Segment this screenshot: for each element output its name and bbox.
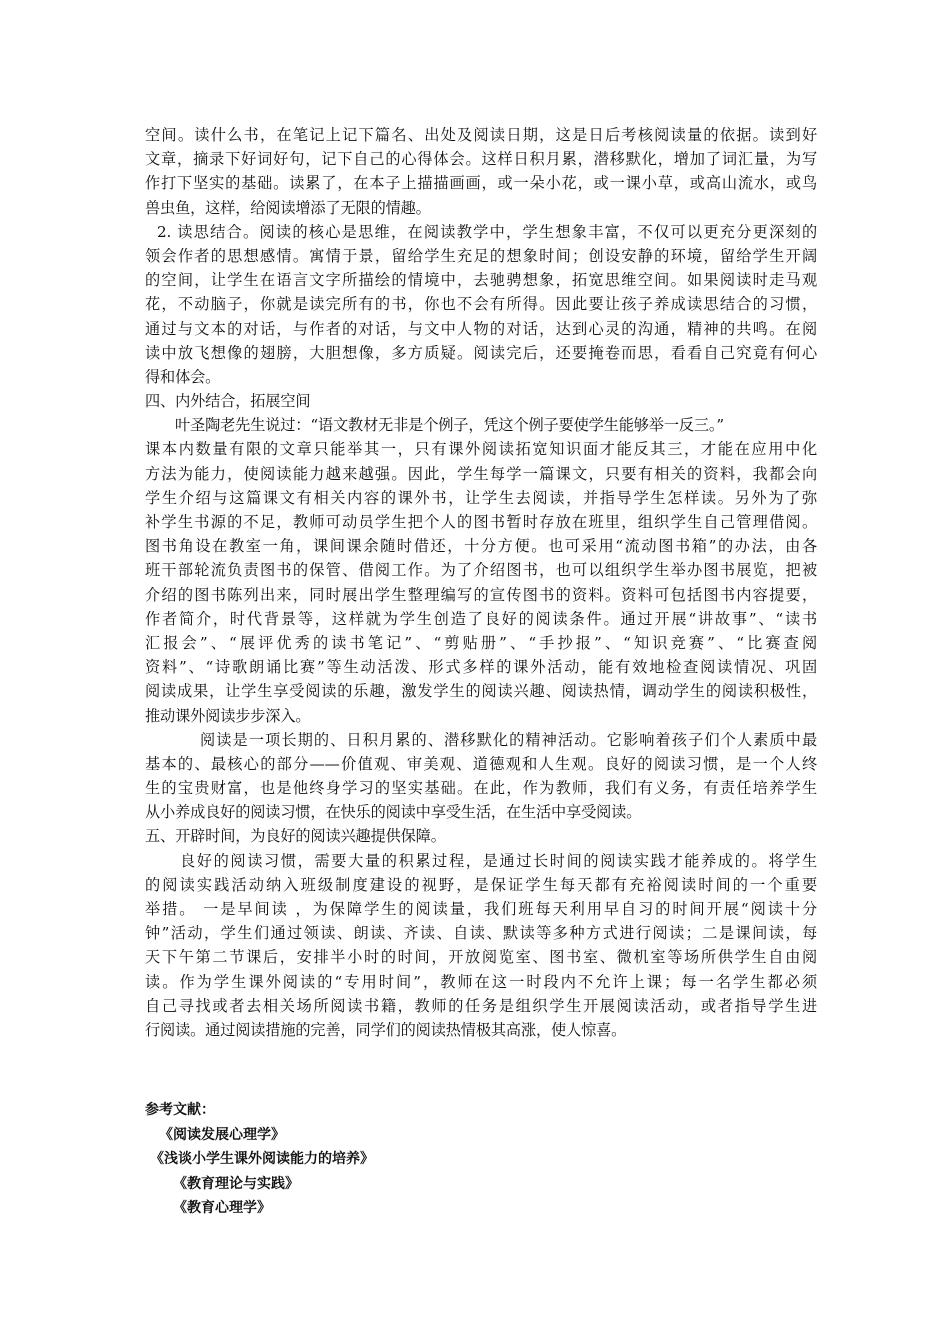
text-line: 推动课外阅读步步深入。: [145, 706, 311, 725]
text-line: 良好的阅读习惯，需要大量的积累过程，是通过长时间的阅读实践才能养成的。将学生: [180, 851, 817, 870]
text-line: 领会作者的思想感情。寓情于景，留给学生充足的想象时间；创设安静的环境，留给学生开阔: [145, 246, 817, 265]
text-line: 基本的、最核心的部分——价值观、审美观、道德观和人生观。良好的阅读习惯，是一个人终: [145, 754, 817, 773]
text-line: 从小养成良好的阅读习惯，在快乐的阅读中享受生活，在生活中享受阅读。: [145, 803, 642, 822]
text-line: 空间。读什么书，在笔记上记下篇名、出处及阅读日期，这是日后考核阅读量的依据。读到好: [145, 126, 817, 144]
text-line: 的空间，让学生在语言文字所描绘的情境中，去驰骋想象，拓宽思维空间。如果阅读时走马观: [145, 271, 817, 290]
text-line: 补学生书源的不足，教师可动员学生把个人的图书暂时存放在班里，组织学生自己管理借阅。: [145, 513, 817, 531]
reference-item: 《浅谈小学生课外阅读能力的培养》: [150, 1151, 374, 1167]
paragraph-continuation: [145, 123, 817, 220]
text-line: 班干部轮流负责图书的保管、借阅工作。为了介绍图书，也可以组织学生举办图书展览，把被: [145, 561, 817, 580]
references-section: [145, 1098, 745, 1221]
text-line: 自己寻找或者去相关场所阅读书籍，教师的任务是组织学生开展阅读活动，或者指导学生进: [145, 996, 817, 1015]
text-line: 阅读成果，让学生享受阅读的乐趣，激发学生的阅读兴趣、阅读热情，调动学生的阅读积极性，: [145, 682, 817, 701]
references-title: 参考文献：: [145, 1102, 215, 1118]
text-line: 学生介绍与这篇课文有相关内容的课外书，让学生去阅读，并指导学生怎样读。另外为了弥: [145, 488, 817, 507]
section-5-paragraph: [145, 849, 817, 1043]
text-line: 课本内数量有限的文章只能举其一，只有课外阅读拓宽知识面才能反其三，才能在应用中化: [145, 440, 817, 459]
section-4-summary: [145, 728, 817, 825]
text-line: 作者简介，时代背景等，这样就为学生创造了良好的阅读条件。通过开展“讲故事”、“读书: [145, 609, 817, 628]
reference-item: 《教育理论与实践》: [173, 1175, 299, 1192]
text-line: 方法为能力，使阅读能力越来越强。因此，学生每学一篇课文，只要有相关的资料，我都会向: [145, 464, 817, 483]
text-line: 钟”活动，学生们通过领读、朗读、齐读、自读、默读等多种方式进行阅读；二是课间读，每: [145, 924, 817, 943]
text-line: 资料”、“诗歌朗诵比赛”等生动活泼、形式多样的课外活动，能有效地检查阅读情况、巩固: [145, 658, 817, 677]
section-5-heading: 五、开辟时间，为良好的阅读兴趣提供保障。: [145, 827, 446, 846]
section-4-paragraph: [145, 413, 817, 727]
reference-item: 《教育心理学》: [173, 1200, 271, 1216]
text-line: 图书角设在教室一角，课间课余随时借还，十分方便。也可采用“流动图书箱”的办法，由各: [145, 537, 817, 556]
text-line: 花，不动脑子，你就是读完所有的书，你也不会有所得。因此要让孩子养成读思结合的习惯，: [145, 295, 817, 314]
text-line: 文章，摘录下好词好句，记下自己的心得体会。这样日积月累，潜移默化，增加了词汇量，为写: [145, 150, 817, 169]
point-2-paragraph: [145, 220, 817, 389]
text-line: 行阅读。通过阅读措施的完善，同学们的阅读热情极其高涨，使人惊喜。: [145, 1020, 627, 1039]
document-body: [145, 123, 817, 1042]
text-line: 叶圣陶老先生说过：“语文教材无非是个例子，凭这个例子要使学生能够举一反三。”: [175, 416, 724, 435]
text-line: 读。作为学生课外阅读的“专用时间”，教师在这一时段内不允许上课；每一名学生都必须: [145, 972, 817, 991]
text-line: 2. 读思结合。阅读的核心是思维，在阅读教学中，学生想象丰富，不仅可以更充分更深刻的: [157, 222, 817, 241]
text-line: 通过与文本的对话，与作者的对话，与文中人物的对话，达到心灵的沟通，精神的共鸣。在阅: [145, 319, 817, 338]
text-line: 兽虫鱼，这样，给阅读增添了无限的情趣。: [145, 198, 431, 217]
text-line: 介绍的图书陈列出来，同时展出学生整理编写的宣传图书的资料。资料可包括图书内容提要，: [145, 585, 817, 604]
text-line: 生的宝贵财富，也是他终身学习的坚实基础。在此，作为教师，我们有义务，有责任培养学生: [145, 779, 817, 798]
text-line: 得和体会。: [145, 367, 221, 386]
text-line: 的阅读实践活动纳入班级制度建设的视野，是保证学生每天都有充裕阅读时间的一个重要: [145, 875, 817, 894]
text-line: 作打下坚实的基础。读累了，在本子上描描画画，或一朵小花，或一课小草，或高山流水，或鸟: [145, 174, 817, 193]
text-line: 举措。 一是早间读 ，为保障学生的阅读量，我们班每天利用早自习的时间开展“阅读十分: [145, 900, 817, 918]
section-4-heading: 四、内外结合，拓展空间: [145, 392, 311, 411]
text-line: 阅读是一项长期的、日积月累的、潜移默化的精神活动。它影响着孩子们个人素质中最: [200, 730, 817, 749]
text-line: 读中放飞想像的翅膀，大胆想像，多方质疑。阅读完后，还要掩卷而思，看看自己究竟有何心: [145, 343, 817, 362]
text-line: 天下午第二节课后，安排半小时的时间，开放阅览室、图书室、微机室等场所供学生自由阅: [145, 948, 817, 967]
text-line: 汇报会”、“展评优秀的读书笔记”、“剪贴册”、“手抄报”、“知识竞赛”、“比赛查阅: [145, 633, 817, 652]
reference-item: 《阅读发展心理学》: [159, 1126, 285, 1143]
